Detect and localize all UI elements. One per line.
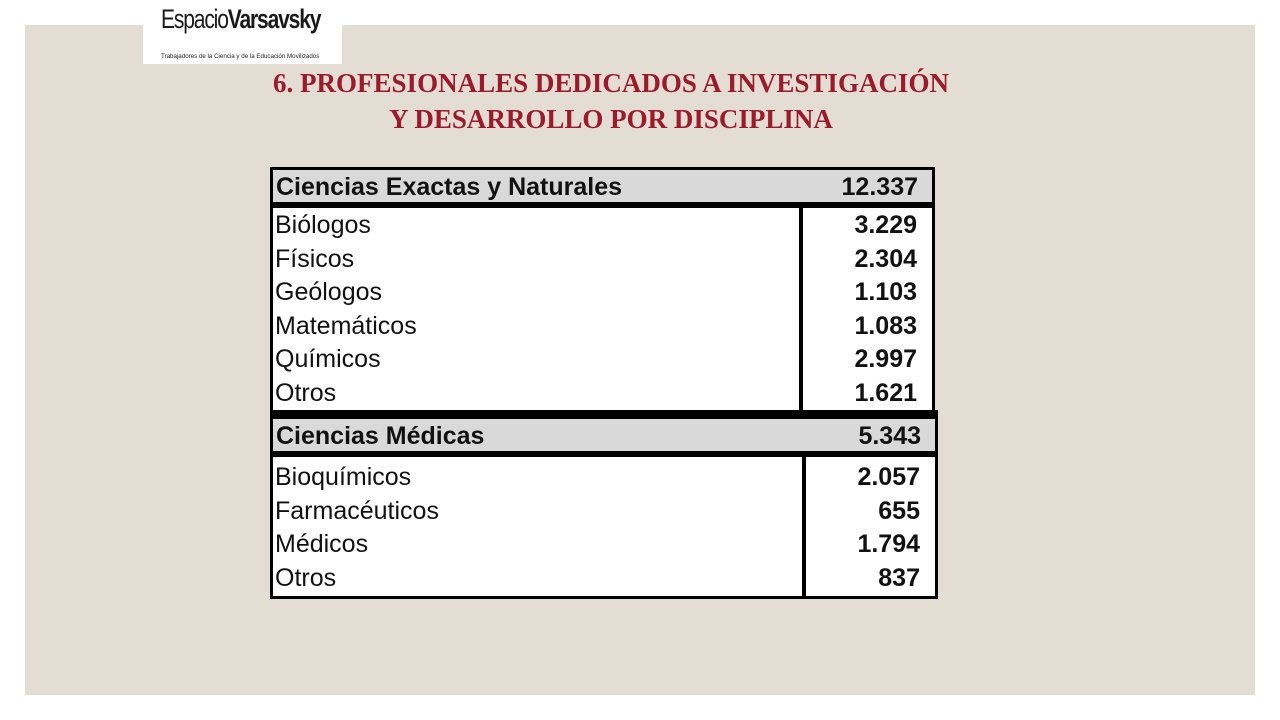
- row-value: 837: [878, 563, 920, 592]
- row-label: Médicos: [275, 530, 369, 558]
- logo-word-espacio: Espacio: [161, 4, 228, 34]
- row-value: 655: [878, 496, 920, 525]
- row-value: 3.229: [854, 211, 917, 239]
- table-row: [273, 243, 932, 277]
- row-value: 1.621: [854, 378, 917, 407]
- table-ciencias-medicas: [270, 416, 938, 599]
- table-header-label: Ciencias Médicas: [276, 422, 485, 450]
- table-ciencias-exactas: [270, 167, 935, 413]
- row-label: Matemáticos: [275, 311, 417, 340]
- row-value: 1.794: [857, 530, 920, 558]
- logo-word-varsavsky: Varsavsky: [227, 4, 321, 34]
- table-row: [273, 276, 932, 310]
- table-header-total: 5.343: [858, 422, 921, 450]
- table-row: [273, 528, 935, 562]
- espacio-varsavsky-logo: [143, 0, 342, 64]
- row-value: 2.057: [857, 463, 920, 491]
- row-label: Geólogos: [275, 278, 383, 306]
- table-header-row: [273, 170, 932, 208]
- table-body: [273, 209, 932, 410]
- table-row: [273, 377, 932, 411]
- row-label: Farmacéuticos: [275, 496, 439, 525]
- row-label: Bioquímicos: [275, 463, 412, 491]
- table-row: [273, 562, 935, 596]
- logo-tagline: Trabajadores de la Ciencia y de la Educación Movilizados: [161, 53, 320, 60]
- table-header-label: Ciencias Exactas y Naturales: [276, 173, 623, 201]
- row-label: Químicos: [275, 345, 381, 373]
- table-row: [273, 343, 932, 377]
- logo-wordmark: [161, 4, 321, 34]
- row-label: Físicos: [275, 244, 355, 273]
- table-row: [273, 495, 935, 529]
- table-header-row: [273, 419, 935, 457]
- row-value: 1.103: [854, 278, 917, 306]
- table-row: [273, 209, 932, 243]
- slide-title-line-2: Y DESARROLLO POR DISCIPLINA: [389, 104, 833, 134]
- row-value: 2.997: [854, 345, 917, 373]
- row-label: Otros: [275, 378, 337, 407]
- table-row: [273, 310, 932, 344]
- row-label: Biólogos: [275, 211, 371, 239]
- slide-title: [0, 65, 1222, 137]
- table-row: [273, 461, 935, 495]
- row-value: 2.304: [854, 244, 917, 273]
- slide-title-line-1: 6. PROFESIONALES DEDICADOS A INVESTIGACIÓN: [273, 68, 949, 98]
- table-body: [273, 461, 935, 595]
- row-label: Otros: [275, 563, 337, 592]
- row-value: 1.083: [854, 311, 917, 340]
- table-header-total: 12.337: [841, 173, 918, 201]
